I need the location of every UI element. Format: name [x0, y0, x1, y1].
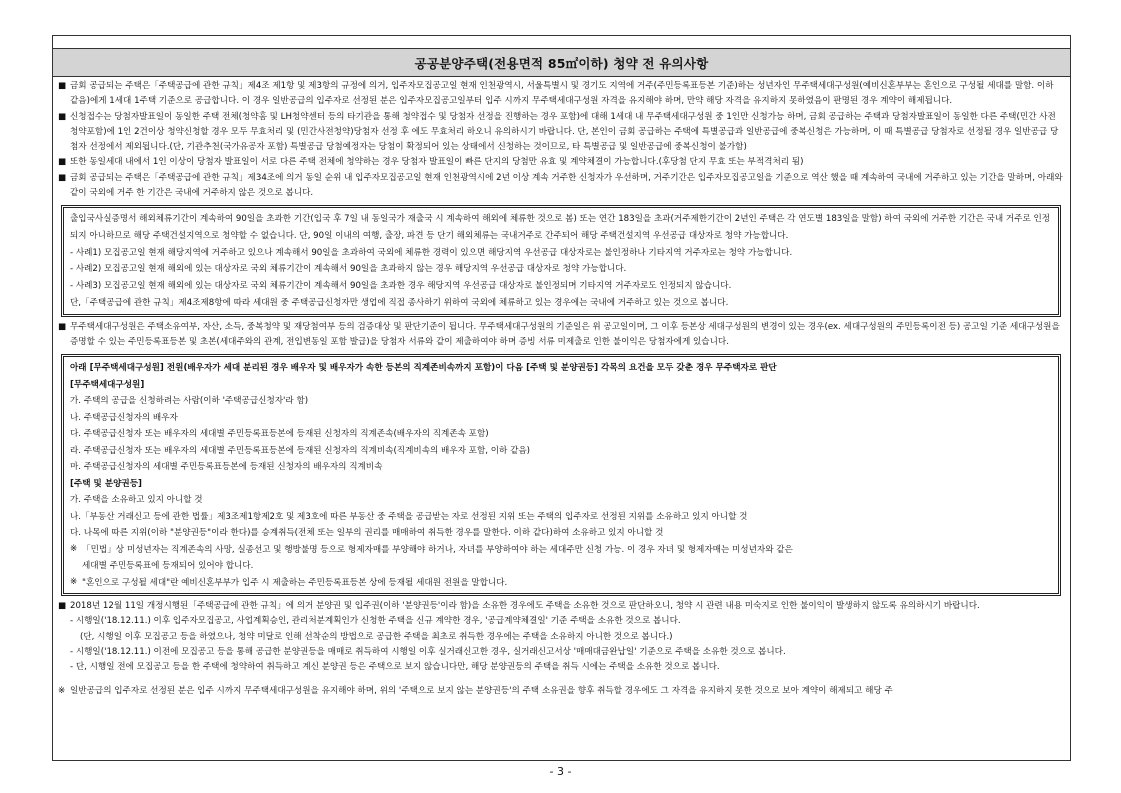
box-item: 다. 주택공급신청자 또는 배우자의 세대별 주민등록표등본에 등재된 신청자의 직계존속(배우자의 직계존속 포함) — [70, 429, 489, 440]
box-line: - 사례3) 모집공고일 현재 해외에 있는 대상자로 국외 체류기간이 계속해서 90일을 초과한 경우 해당지역 우선공급 대상자로 불인정되며 기타지역 거주자로도 인정되지 않습니다. — [70, 281, 732, 292]
bullet-marker: ■ — [58, 172, 67, 183]
bullet-household-members — [58, 320, 1064, 351]
note-text: 일반공급의 입주자로 선정된 분은 입주 시까지 무주택세대구성원을 유지해야 하며, 위의 '주택으로 보지 않는 분양권등'의 주택 소유권을 향후 취득할 경우에도 그 자격을 유지하지 못한 것으로 보아 계약이 해제되고 해당 주 — [70, 686, 893, 697]
bullet-eligibility — [58, 79, 1064, 110]
bullet-marker: ■ — [58, 157, 67, 168]
bullet-application — [58, 110, 1064, 156]
sub-item: (단, 시행일 이후 모집공고 등을 하였으나, 청약 미달로 인해 선착순의 방법으로 공급한 주택을 최초로 취득한 경우에는 주택을 소유하지 아니한 것으로 봅니다.) — [80, 631, 673, 642]
box-heading: 아래 [무주택세대구성원] 전원(배우자가 세대 분리된 경우 배우자 및 배우자가 속한 등본의 직계존비속까지 포함)이 다음 [주택 및 분양권등] 각목의 요건을 모두 갖춘 경우 무주택자로 판단 — [70, 363, 777, 374]
note-marker: ※ — [70, 543, 78, 554]
page-title: 공공분양주택(전용면적 85㎡이하) 청약 전 유의사항 — [414, 55, 709, 71]
bullet-same-household — [58, 155, 1064, 170]
bullet-text: 또한 동일세대 내에서 1인 이상이 당첨자 발표일이 서로 다른 주택 전체에 청약하는 경우 당첨자 발표일이 빠른 단지의 당첨만 유효 및 계약체결이 가능합니다.(후당첨 단지 무효 또는 부적격처리 됨) — [70, 157, 804, 168]
bullet-marker: ■ — [58, 601, 67, 612]
overseas-stay-box — [63, 207, 1059, 314]
note-text: "혼인으로 구성될 세대"란 예비신혼부부가 입주 시 제출하는 주민등록표등본 상에 등재될 세대원 전원을 말합니다. — [82, 577, 508, 588]
box-line: - 사례1) 모집공고일 현재 해당지역에 거주하고 있으나 계속해서 90일을 초과하여 국외에 체류한 경력이 있으면 해당지역 우선공급 대상자로는 불인정하나 기타지역 거주자로는 청약 가능합니다. — [70, 247, 793, 258]
page-number: - 3 - — [549, 765, 572, 778]
note-text: 「민법」상 미성년자는 직계존속의 사망, 실종선고 및 행방불명 등으로 형제자매를 부양해야 하거나, 자녀를 부양하여야 하는 세대주만 신청 가능. 이 경우 자녀 및 형제자매는 미성년자와 같은 — [82, 544, 793, 555]
note-newlywed — [70, 575, 1052, 592]
bullet-marker: ■ — [58, 321, 67, 332]
note-minor — [70, 542, 1052, 575]
box-line: - 사례2) 모집공고일 현재 해외에 있는 대상자로 국외 체류기간이 계속해서 90일을 초과하지 않는 경우 해당지역 우선공급 대상자로 청약 가능합니다. — [70, 264, 627, 275]
note-text-cont: 세대별 주민등록표에 등재되어 있어야 합니다. — [82, 561, 254, 572]
bullet-marker: ■ — [58, 81, 67, 91]
box-item: 나.「부동산 거래신고 등에 관한 법률」제3조제1항제2호 및 제3호에 따른 부동산 중 주택을 공급받는 자로 선정된 지위 또는 주택의 입주자로 선정된 지위를 소유하고 있지 아니할 것 — [70, 511, 748, 522]
final-note — [58, 684, 1064, 699]
bullet-residence — [58, 171, 1064, 202]
note-marker: ※ — [58, 686, 66, 697]
bullet-presale-rights — [58, 599, 1064, 675]
sub-item: - 시행일('18.12.11.) 이전에 모집공고 등을 통해 공급한 분양권등을 매매로 취득하여 시행일 이후 실거래신고한 경우, 실거래신고서상 '매매대금완납일' 기준으로 주택을 소유한 것으로 봅니다. — [70, 647, 786, 658]
note-marker: ※ — [70, 576, 78, 587]
sub-item: - 시행일('18.12.11.) 이후 입주자모집공고, 사업계획승인, 관리처분계획인가 신청한 주택을 신규 계약한 경우, '공급계약체결일' 기준 주택을 소유한 것으로 봅니다. — [70, 616, 681, 627]
section-title: [주택 및 분양권등] — [70, 478, 142, 489]
bullet-marker: ■ — [58, 111, 67, 122]
sub-item: - 단, 시행일 전에 모집공고 등을 한 주택에 청약하여 취득하고 계신 분양권 등은 주택으로 보지 않습니다만, 해당 분양권등의 주택을 취득 시에는 주택을 소유한 것으로 봅니다. — [70, 662, 720, 673]
title-bar — [53, 49, 1070, 77]
box-item: 라. 주택공급신청자 또는 배우자의 세대별 주민등록표등본에 등재된 신청자의 직계비속(직계비속의 배우자 포함, 이하 같음) — [70, 445, 531, 456]
bullet-text: 무주택세대구성원은 주택소유여부, 자산, 소득, 중복청약 및 재당첨여부 등의 검증대상 및 판단기준이 됩니다. 무주택세대구성원의 기준일은 위 공고일이며, 그 이후 등본상 세대구성원의 변경이 있는 경우(ex. 세대구성원의 주민등록이전 등) 공고일 기준 세대구성원을 증명할 수 있는 주민등록표등본 및 초본(세대주와의 관계, 전입변동일 포함 발급)을 당첨자 서류와 같이 제출하여야 하며 증빙 서류 미제출로 인한 불이익은 당첨자에게 있습니다. — [70, 321, 1060, 347]
box-item: 가. 주택의 공급을 신청하려는 사람(이하 '주택공급신청자'라 함) — [70, 396, 309, 407]
box-item: 가. 주택을 소유하고 있지 아니할 것 — [70, 495, 203, 506]
box-item: 나. 주택공급신청자의 배우자 — [70, 412, 178, 423]
box-line: 출입국사실증명서 해외체류기간이 계속하여 90일을 초과한 기간(입국 후 7일 내 동일국가 재출국 시 계속하여 해외에 체류한 것으로 봄) 또는 연간 183일을 초과(거주제한기간이 2년인 주택은 각 연도별 183일을 말함) 하여 국외에 거주한 기간은 국내 거주로 인정되지 아니하므로 해당 주택건설지역으로 청약할 수 없습니다. 단, 90일 이내의 여행, 출장, 파견 등 단기 해외체류는 국내거주로 간주되어 해당 주택건설지역 우선공급 대상자로 청약 가능합니다. — [70, 214, 1051, 242]
box-item: 마. 주택공급신청자의 세대별 주민등록표등본에 등재된 신청자의 배우자의 직계비속 — [70, 462, 383, 473]
content-body — [53, 77, 1070, 700]
section-title: [무주택세대구성원] — [70, 379, 145, 390]
box-line: 단,「주택공급에 관한 규칙」제4조제8항에 따라 세대원 중 주택공급신청자만 생업에 직접 종사하기 위하여 국외에 체류하고 있는 경우에는 국내에 거주하고 있는 것으로 봅니다. — [70, 297, 729, 308]
box-item: 다. 나목에 따른 지위(이하 "분양권등"이라 한다)를 승계취득(전체 또는 일부의 권리를 매매하여 취득한 경우를 말한다. 이하 같다)하여 소유하고 있지 아니할 것 — [70, 528, 664, 539]
bullet-text: 금회 공급되는 주택은「주택공급에 관한 규칙」제4조 제1항 및 제3항의 규정에 의거, 입주자모집공고일 현재 인천광역시, 서울특별시 및 경기도 지역에 거주(주민등록표등본 기준)하는 성년자인 무주택세대구성원(예비신혼부부는 혼인으로 구성될 세대를 말함. 이하 같음)에게 1세대 1주택 기준으로 공급합니다. 이 경우 일반공급의 입주자로 선정된 분은 입주자모집공고일부터 입주 시까지 무주택세대구성원 자격을 유지해야 하며, 만약 해당 자격을 유지하지 못하였음이 판명된 경우 계약이 해제됩니다. — [70, 81, 1054, 107]
bullet-text: 2018년 12월 11일 개정시행된「주택공급에 관한 규칙」에 의거 분양권 및 입주권(이하 '분양권등'이라 함)을 소유한 경우에도 주택을 소유한 것으로 판단하오니, 청약 시 관련 내용 미숙지로 인한 불이익이 발생하지 않도록 유의하시기 바랍니다. — [70, 601, 980, 612]
bullet-text: 신청접수는 당첨자발표일이 동일한 주택 전체(청약홈 및 LH청약센터 등의 타기관을 통해 청약접수 및 당첨자 선정을 진행하는 경우 포함)에 대해 1세대 내 무주택세대구성원 중 1인만 신청가능 하며, 금회 공급하는 주택과 당첨자발표일이 동일한 다른 주택(민간 사전청약포함)에 1인 2건이상 청약신청할 경우 모두 무효처리 및 (민간사전청약)당첨자 선정 후 에도 무효처리 하오니 유의하시기 바랍니다. 단, 본인이 금회 공급하는 주택에 특별공급과 일반공급에 중복신청은 가능하며, 이 때 특별공급 당첨자로 선정될 경우 일반공급 당첨자 선정에서 제외됩니다.(단, 기관추천(국가유공자 포함) 특별공급 당첨예정자는 당첨이 확정되어 있는 상태에서 신청하는 것이므로, 타 특별공급 및 일반공급에 중복신청이 불가함) — [70, 111, 1059, 153]
top-rule — [53, 36, 1070, 49]
bullet-text: 금회 공급되는 주택은「주택공급에 관한 규칙」제34조에 의거 동일 순위 내 입주자모집공고일 현재 인천광역시에 2년 이상 계속 거주한 신청자가 우선하며, 거주기간은 입주자모집공고일을 기준으로 역산 했을 때 계속하여 국내에 거주하고 있는 기간을 말하며, 아래와 같이 국외에 거주 한 기간은 국내에 거주하지 않은 것으로 봅니다. — [70, 172, 1063, 199]
homeless-criteria-box — [63, 356, 1059, 594]
document-page — [52, 35, 1071, 761]
